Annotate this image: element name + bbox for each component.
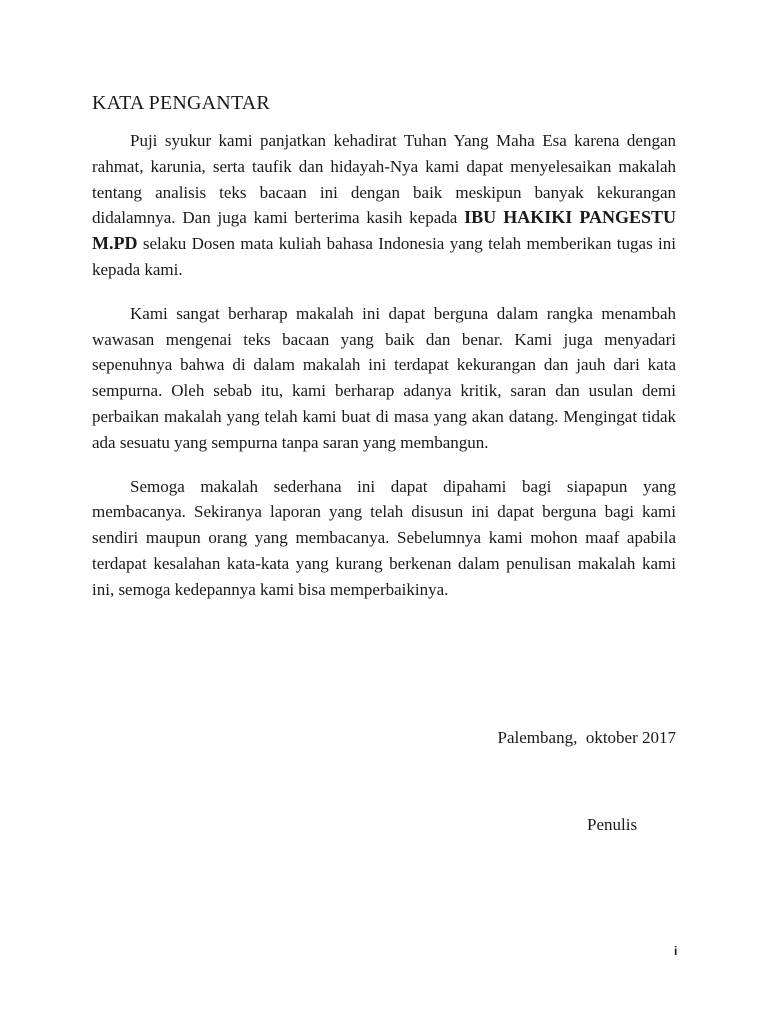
lecturer-name: IBU HAKIKI PANGESTU M.PD: [92, 207, 676, 254]
paragraph-1-text-end: selaku Dosen mata kuliah bahasa Indonesia yang telah memberikan tugas ini kepada kami.: [92, 234, 676, 279]
paragraph-3: Semoga makalah sederhana ini dapat dipahami bagi siapapun yang membacanya. Sekiranya laporan yang telah disusun ini dapat berguna bagi kami sendiri maupun orang yang membacanya. Sebelumnya kami mohon maaf apabila terdapat kesalahan kata-kata yang kurang berkenan dalam penulisan makalah kami ini, semoga kedepannya kami bisa memperbaikinya.: [92, 476, 676, 599]
document-title: KATA PENGANTAR: [92, 92, 270, 114]
paragraph-1: [92, 128, 676, 283]
document-body: [92, 128, 676, 621]
place-date: Palembang, oktober 2017: [497, 728, 676, 747]
author-signature: Penulis: [587, 815, 638, 834]
page-number: i: [674, 944, 678, 958]
paragraph-1-text-start: Puji syukur kami panjatkan kehadirat Tuhan Yang Maha Esa karena dengan rahmat, karunia, serta taufik dan hidayah-Nya kami dapat menyelesaikan makalah tentang analisis teks bacaan ini dengan baik meskipun banyak kekurangan didalamnya. Dan juga kami berterima kasih kepada: [92, 131, 676, 228]
paragraph-2: Kami sangat berharap makalah ini dapat berguna dalam rangka menambah wawasan mengenai teks bacaan yang baik dan benar. Kami juga menyadari sepenuhnya bahwa di dalam makalah ini terdapat kekurangan dan jauh dari kata sempurna. Oleh sebab itu, kami berharap adanya kritik, saran dan usulan demi perbaikan makalah yang telah kami buat di masa yang akan datang. Mengingat tidak ada sesuatu yang sempurna tanpa saran yang membangun.: [92, 303, 676, 452]
